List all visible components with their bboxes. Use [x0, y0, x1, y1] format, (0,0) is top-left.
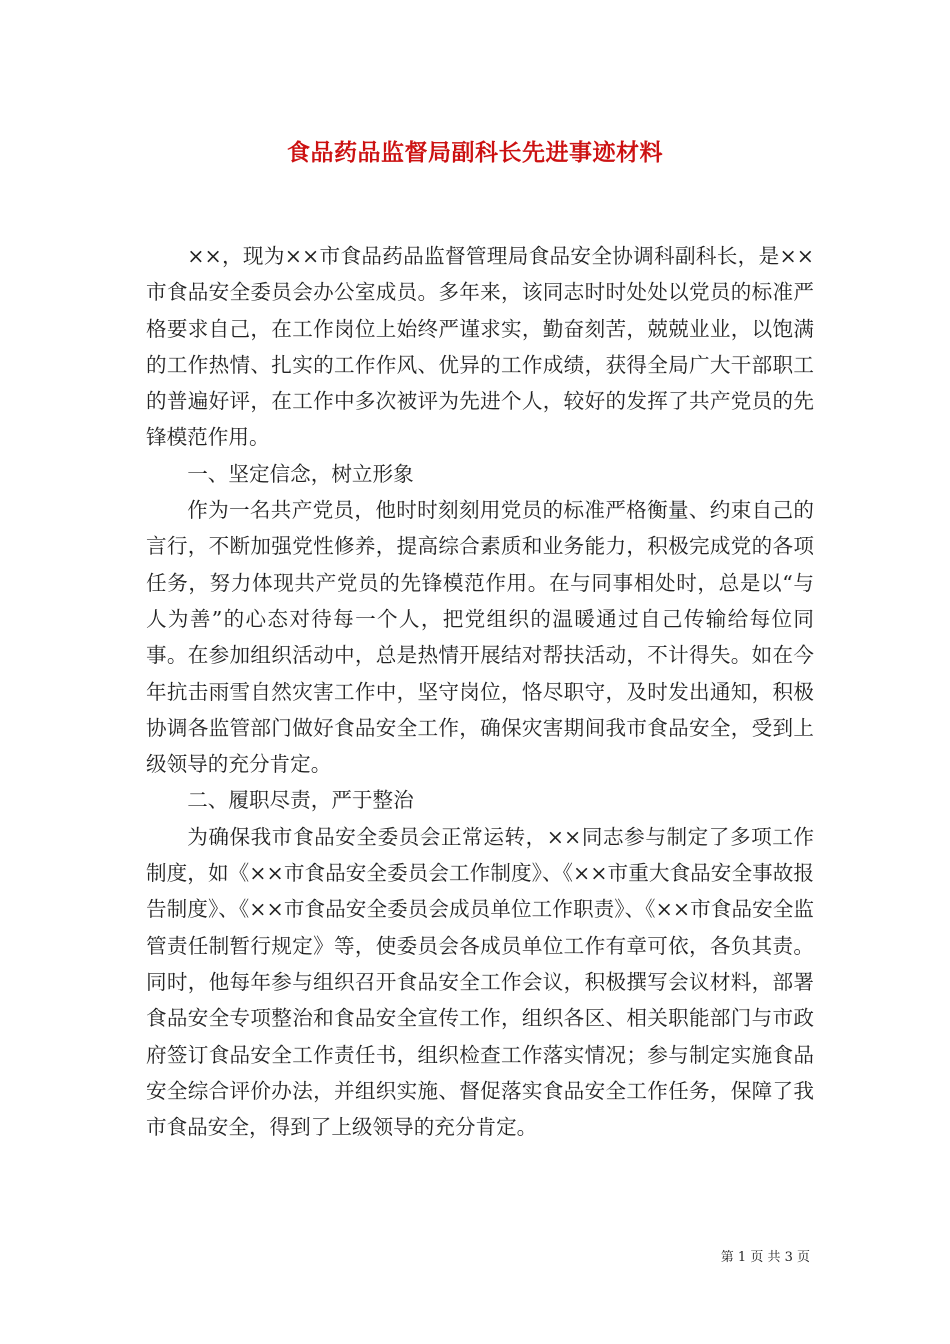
document-body: [146, 238, 814, 1145]
page-title: 食品药品监督局副科长先进事迹材料: [287, 140, 663, 166]
section-heading-2: 二、履职尽责，严于整治: [187, 788, 414, 813]
section-2-paragraph: 为确保我市食品安全委员会正常运转，××同志参与制定了多项工作制度，如《××市食品安全委员会工作制度》、《××市重大食品安全事故报告制度》、《××市食品安全委员会成员单位工作职责》、《××市食品安全监管责任制暂行规定》等，使委员会各成员单位工作有章可依，各负其责。同时，他每年参与组织召开食品安全工作会议，积极撰写会议材料，部署食品安全专项整治和食品安全宣传工作，组织各区、相关职能部门与市政府签订食品安全工作责任书，组织检查工作落实情况；参与制定实施食品安全综合评价办法，并组织实施、督促落实食品安全工作任务，保障了我市食品安全，得到了上级领导的充分肯定。: [146, 824, 814, 1140]
page-indicator: 第 1 页 共 3 页: [720, 1250, 810, 1265]
section-heading-1: 一、坚定信念，树立形象: [187, 461, 414, 486]
intro-paragraph: ××，现为××市食品药品监督管理局食品安全协调科副科长，是××市食品安全委员会办公室成员。多年来，该同志时时处处以党员的标准严格要求自己，在工作岗位上始终严谨求实，勤奋刻苦，兢兢业业，以饱满的工作热情、扎实的工作作风、优异的工作成绩，获得全局广大干部职工的普遍好评，在工作中多次被评为先进个人，较好的发挥了共产党员的先锋模范作用。: [146, 244, 814, 450]
section-1-paragraph: 作为一名共产党员，他时时刻刻用党员的标准严格衡量、约束自己的言行，不断加强党性修养，提高综合素质和业务能力，积极完成党的各项任务，努力体现共产党员的先锋模范作用。在与同事相处时，总是以“与人为善”的心态对待每一个人，把党组织的温暖通过自己传输给每位同事。在参加组织活动中，总是热情开展结对帮扶活动，不计得失。如在今年抗击雨雪自然灾害工作中，坚守岗位，恪尽职守，及时发出通知，积极协调各监管部门做好食品安全工作，确保灾害期间我市食品安全，受到上级领导的充分肯定。: [146, 498, 814, 777]
